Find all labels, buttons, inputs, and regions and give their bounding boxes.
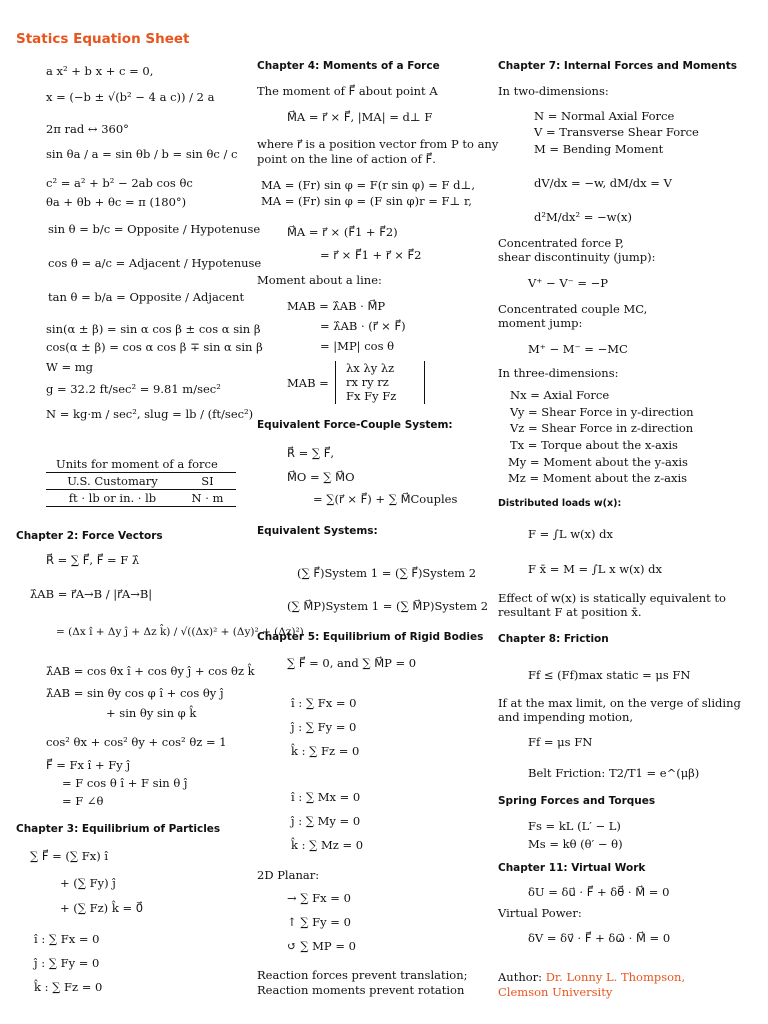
eq-cosine-definition: cos θ = a/c = Adjacent / Hypotenuse — [48, 256, 262, 270]
ch4-det-row-1: λx λy λz — [346, 361, 395, 375]
eq-law-of-sines: sin θa / a = sin θb / b = sin θc / c — [46, 147, 238, 161]
chapter-7-title: Chapter 7: Internal Forces and Moments — [498, 60, 738, 72]
ch5-text-reaction-forces: Reaction forces prevent translation; — [257, 968, 468, 982]
ch7-eq-shear-y: Vy = Shear Force in y-direction — [510, 405, 694, 419]
units-header-si: SI — [179, 473, 236, 490]
dl-text-effect: Effect of w(x) is statically equivalent to — [498, 591, 726, 605]
ch11-text-virtual-power: Virtual Power: — [498, 906, 582, 920]
ch7-text-shear-jump: shear discontinuity (jump): — [498, 250, 656, 264]
ch7-eq-shear: V = Transverse Shear Force — [534, 125, 699, 139]
eq-quadratic: a x² + b x + c = 0, — [46, 64, 154, 78]
ch5-eq-my: ĵ : ∑ My = 0 — [291, 814, 361, 828]
efc-eq-resultant: R⃗ = ∑ F⃗, — [287, 446, 335, 460]
author-label: Author: — [498, 970, 543, 984]
eq-tangent-definition: tan θ = b/a = Opposite / Adjacent — [48, 290, 245, 304]
es-eq-moments: (∑ M⃗P)System 1 = (∑ M⃗P)System 2 — [287, 599, 489, 613]
ch7-text-3d: In three-dimensions: — [498, 366, 619, 380]
eq-angle-sum: θa + θb + θc = π (180°) — [46, 195, 187, 209]
chapter-8-title: Chapter 8: Friction — [498, 633, 609, 645]
ch7-text-moment-jump: moment jump: — [498, 316, 583, 330]
ch7-text-concentrated-couple: Concentrated couple MC, — [498, 302, 648, 316]
ch4-eq-moment: M⃗A = r⃗ × F⃗, |MA| = d⊥ F — [287, 110, 433, 124]
ch5-eq-2d-moment: ↺ ∑ MP = 0 — [287, 939, 356, 953]
dl-eq-force: F = ∫L w(x) dx — [528, 527, 614, 541]
ch2-eq-2d-force-polar: = F cos θ î + F sin θ ĵ — [62, 776, 188, 790]
chapter-3-title: Chapter 3: Equilibrium of Particles — [16, 823, 221, 835]
eq-cosine-sum: cos(α ± β) = cos α cos β ∓ sin α sin β — [46, 340, 263, 354]
units-cell-si: N · m — [179, 490, 236, 507]
ch8-eq-belt-friction: Belt Friction: T2/T1 = e^(μβ) — [528, 766, 700, 780]
ch7-eq-axial: Nx = Axial Force — [510, 388, 610, 402]
ch2-eq-direction-cosines: λ̂AB = cos θx î + cos θy ĵ + cos θz k̂ — [46, 664, 255, 678]
ch2-eq-2d-force-angle: = F ∠θ — [62, 794, 104, 808]
ch4-eq-moment-line: MAB = λ̂AB · M⃗P — [287, 299, 386, 313]
ch3-eq-fx: î : ∑ Fx = 0 — [34, 932, 100, 946]
ch7-eq-second-derivative: d²M/dx² = −w(x) — [534, 210, 632, 224]
efc-eq-moment-expanded: = ∑(r⃗ × F⃗) + ∑ M⃗Couples — [313, 492, 458, 506]
ch5-text-reaction-moments: Reaction moments prevent rotation — [257, 983, 465, 997]
ch4-text-where: where r⃗ is a position vector from P to any — [257, 137, 499, 151]
ch4-eq-moment-perp-force: MA = (Fr) sin φ = (F sin φ)r = F⊥ r, — [261, 194, 472, 208]
eq-law-of-cosines: c² = a² + b² − 2ab cos θc — [46, 176, 193, 190]
ch4-text-moment: The moment of F⃗ about point A — [257, 84, 438, 98]
ch5-text-2d-planar: 2D Planar: — [257, 868, 320, 882]
author-name-link[interactable]: Dr. Lonny L. Thompson, — [545, 970, 686, 984]
eq-radians: 2π rad ↔ 360° — [46, 122, 129, 136]
eq-quadratic-solution: x = (−b ± √(b² − 4 a c)) / 2 a — [46, 90, 215, 104]
ch2-eq-spherical: λ̂AB = sin θy cos φ î + cos θy ĵ — [46, 686, 224, 700]
ch3-eq-fz: k̂ : ∑ Fz = 0 — [34, 980, 103, 994]
units-header-us: U.S. Customary — [46, 473, 179, 490]
ch5-eq-2d-fx: → ∑ Fx = 0 — [287, 891, 351, 905]
chapter-4-title: Chapter 4: Moments of a Force — [257, 60, 440, 72]
equivalent-force-couple-title: Equivalent Force-Couple System: — [257, 419, 453, 431]
author-line — [498, 970, 685, 984]
ch2-eq-2d-force: F⃗ = Fx î + Fy ĵ — [46, 758, 131, 772]
eq-gravity: g = 32.2 ft/sec² = 9.81 m/sec² — [46, 382, 221, 396]
sp-eq-torque: Ms = kθ (θ′ − θ) — [528, 837, 623, 851]
efc-eq-moment: M⃗O = ∑ M⃗O — [287, 470, 355, 484]
eq-sine-sum: sin(α ± β) = sin α cos β ± cos α sin β — [46, 322, 261, 336]
ch4-eq-varignon: M⃗A = r⃗ × (F⃗1 + F⃗2) — [287, 225, 398, 239]
ch3-eq-sum-forces: ∑ F⃗ = (∑ Fx) î — [30, 849, 109, 863]
eq-sine-definition: sin θ = b/c = Opposite / Hypotenuse — [48, 222, 261, 236]
ch8-text-max-limit: If at the max limit, on the verge of sliding — [498, 696, 741, 710]
ch7-eq-moment-y: My = Moment about the y-axis — [508, 455, 688, 469]
eq-weight: W = mg — [46, 360, 94, 374]
ch7-eq-shear-jump: V⁺ − V⁻ = −P — [528, 276, 609, 290]
ch5-eq-equilibrium: ∑ F⃗ = 0, and ∑ M⃗P = 0 — [287, 656, 417, 670]
ch7-text-concentrated-force: Concentrated force P, — [498, 236, 624, 250]
ch5-eq-mx: î : ∑ Mx = 0 — [291, 790, 361, 804]
eq-force-units: N = kg·m / sec², slug = lb / (ft/sec²) — [46, 407, 254, 421]
ch8-text-impending: and impending motion, — [498, 710, 634, 724]
ch5-eq-2d-fy: ↑ ∑ Fy = 0 — [287, 915, 351, 929]
ch4-det-label: MAB = — [287, 376, 329, 390]
ch8-eq-friction: Ff = μs FN — [528, 735, 593, 749]
ch3-eq-fy: ĵ : ∑ Fy = 0 — [34, 956, 100, 970]
ch7-eq-derivatives: dV/dx = −w, dM/dx = V — [534, 176, 672, 190]
ch4-det-row-3: Fx Fy Fz — [346, 389, 397, 403]
ch4-determinant — [335, 361, 425, 404]
ch7-eq-torque: Tx = Torque about the x-axis — [510, 438, 678, 452]
es-eq-forces: (∑ F⃗)System 1 = (∑ F⃗)System 2 — [297, 566, 477, 580]
ch5-eq-fz: k̂ : ∑ Fz = 0 — [291, 744, 360, 758]
ch5-eq-fy: ĵ : ∑ Fy = 0 — [291, 720, 357, 734]
chapter-11-title: Chapter 11: Virtual Work — [498, 862, 646, 874]
ch7-eq-moment-jump: M⁺ − M⁻ = −MC — [528, 342, 628, 356]
ch3-eq-sum-forces-z: + (∑ Fz) k̂ = 0⃗ — [60, 901, 144, 915]
ch7-eq-shear-z: Vz = Shear Force in z-direction — [510, 421, 694, 435]
author-affiliation-link[interactable]: Clemson University — [498, 985, 613, 999]
ch2-eq-cosine-identity: cos² θx + cos² θy + cos² θz = 1 — [46, 735, 227, 749]
ch7-text-2d: In two-dimensions: — [498, 84, 609, 98]
ch2-eq-resultant: R⃗ = ∑ F⃗, F⃗ = F λ̂ — [46, 553, 140, 567]
units-cell-us: ft · lb or in. · lb — [46, 490, 179, 507]
ch2-eq-unit-vector-components: = (Δx î + Δy ĵ + Δz k̂) / √((Δx)² + (Δy)² + (Δz)²) — [56, 626, 304, 638]
ch8-eq-friction-limit: Ff ≤ (Ff)max static = μs FN — [528, 668, 691, 682]
ch4-eq-moment-line-cos: = |MP| cos θ — [320, 339, 395, 353]
units-table — [46, 472, 236, 507]
ch2-eq-unit-vector: λ̂AB = r⃗A→B / |r⃗A→B| — [30, 587, 153, 601]
equivalent-systems-title: Equivalent Systems: — [257, 525, 378, 537]
ch2-eq-spherical-cont: + sin θy sin φ k̂ — [106, 706, 197, 720]
ch11-eq-virtual-power: δV = δv⃗ · F⃗ + δω⃗ · M⃗ = 0 — [528, 931, 671, 945]
ch4-det-row-2: rx ry rz — [346, 375, 389, 389]
dl-eq-moment: F x̄ = M = ∫L x w(x) dx — [528, 562, 663, 576]
ch5-eq-mz: k̂ : ∑ Mz = 0 — [291, 838, 364, 852]
ch4-text-line-of-action: point on the line of action of F⃗. — [257, 152, 436, 166]
ch7-eq-bending: M = Bending Moment — [534, 142, 664, 156]
chapter-5-title: Chapter 5: Equilibrium of Rigid Bodies — [257, 631, 484, 643]
distributed-loads-title: Distributed loads w(x): — [498, 498, 622, 509]
ch4-eq-moment-line-cross: = λ̂AB · (r⃗ × F⃗) — [320, 319, 406, 333]
units-table-caption: Units for moment of a force — [56, 457, 218, 471]
ch4-eq-moment-perp: MA = (Fr) sin φ = F(r sin φ) = F d⊥, — [261, 178, 475, 192]
sp-eq-force: Fs = kL (L′ − L) — [528, 819, 621, 833]
ch4-text-moment-line: Moment about a line: — [257, 273, 382, 287]
dl-text-resultant: resultant F at position x̄. — [498, 605, 642, 619]
ch3-eq-sum-forces-y: + (∑ Fy) ĵ — [60, 876, 116, 890]
ch11-eq-virtual-work: δU = δu⃗ · F⃗ + δθ⃗ · M⃗ = 0 — [528, 885, 670, 899]
chapter-2-title: Chapter 2: Force Vectors — [16, 530, 163, 542]
ch4-eq-varignon-expanded: = r⃗ × F⃗1 + r⃗ × F⃗2 — [320, 248, 422, 262]
ch7-eq-moment-z: Mz = Moment about the z-axis — [508, 471, 688, 485]
spring-forces-title: Spring Forces and Torques — [498, 795, 656, 807]
ch7-eq-normal: N = Normal Axial Force — [534, 109, 675, 123]
ch5-eq-fx: î : ∑ Fx = 0 — [291, 696, 357, 710]
page-title: Statics Equation Sheet — [16, 31, 190, 47]
